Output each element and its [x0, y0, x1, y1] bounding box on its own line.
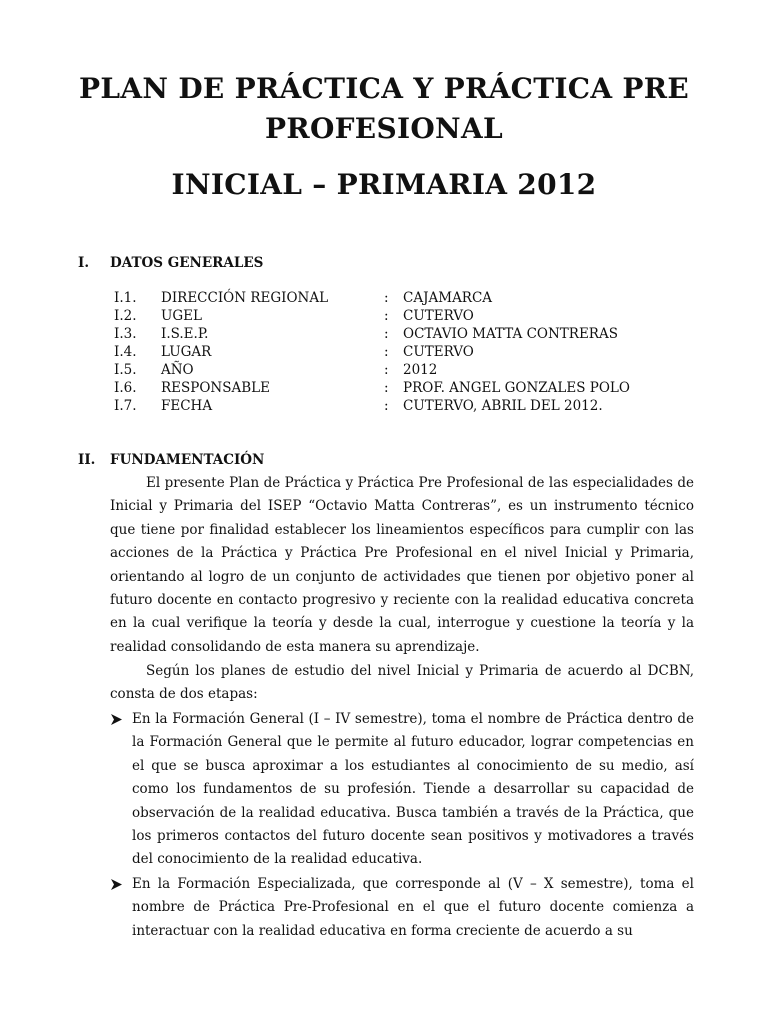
row-value: CUTERVO, ABRIL DEL 2012.: [403, 398, 603, 414]
row-value: CUTERVO: [403, 344, 474, 360]
row-number: I.3.: [114, 326, 137, 342]
bullet-text: En la Formación Especializada, que corresponde al (V – X semestre), toma el nombre de Práctica Pre-Profesional en el que el futuro docente comienza a interactuar con la realidad educativa en forma creciente de acuerdo a su: [132, 876, 694, 939]
row-label: I.S.E.P.: [161, 326, 209, 342]
general-data-row: [0, 290, 768, 308]
section-2-heading: FUNDAMENTACIÓN: [110, 452, 265, 468]
list-item: [110, 873, 694, 943]
row-colon: :: [384, 308, 389, 324]
row-number: I.4.: [114, 344, 137, 360]
section-1-heading: DATOS GENERALES: [110, 255, 264, 271]
row-value: CUTERVO: [403, 308, 474, 324]
list-item: [110, 708, 694, 872]
row-number: I.2.: [114, 308, 137, 324]
bullet-text: En la Formación General (I – IV semestre), toma el nombre de Práctica dentro de la Formación General que le permite al futuro educador, lograr competencias en el que se busca aproximar a los estudiantes al conocimiento de su medio, así como los fundamentos de su profesión. Tiende a desarrollar su capacidad de observación de la realidad educativa. Busca también a través de la Práctica, que los primeros contactos del futuro docente sean positivos y motivadores a través del conocimiento de la realidad educativa.: [132, 711, 694, 868]
section-1-number: I.: [78, 255, 90, 271]
row-number: I.6.: [114, 380, 137, 396]
row-colon: :: [384, 344, 389, 360]
arrow-bullet-icon: [110, 708, 124, 731]
fundamentacion-paragraph-1: El presente Plan de Práctica y Práctica Pre Profesional de las especialidades de Inicial y Primaria del ISEP “Octavio Matta Contreras”, es un instrumento técnico que tiene por finalidad establecer los lineamientos específicos para cumplir con las acciones de la Práctica y Práctica Pre Profesional en el nivel Inicial y Primaria, orientando al logro de un conjunto de actividades que tienen por objetivo poner al futuro docente en contacto progresivo y reciente con la realidad educativa concreta en la cual verifique la teoría y desde la cual, interrogue y cuestione la teoría y la realidad consolidando de esta manera su aprendizaje.: [110, 475, 694, 655]
row-number: I.5.: [114, 362, 137, 378]
general-data-row: [0, 398, 768, 416]
row-number: I.1.: [114, 290, 137, 306]
row-colon: :: [384, 398, 389, 414]
row-label: LUGAR: [161, 344, 212, 360]
row-number: I.7.: [114, 398, 137, 414]
fundamentacion-paragraph-2: Según los planes de estudio del nivel Inicial y Primaria de acuerdo al DCBN, consta de dos etapas:: [110, 663, 694, 703]
arrow-bullet-icon: [110, 873, 124, 896]
row-label: FECHA: [161, 398, 213, 414]
general-data-row: [0, 380, 768, 398]
document-title-line-2: PROFESIONAL: [265, 112, 503, 145]
row-colon: :: [384, 362, 389, 378]
row-label: RESPONSABLE: [161, 380, 270, 396]
row-value: CAJAMARCA: [403, 290, 493, 306]
document-subtitle: INICIAL – PRIMARIA 2012: [171, 168, 597, 201]
row-label: DIRECCIÓN REGIONAL: [161, 290, 329, 306]
row-value: PROF. ANGEL GONZALES POLO: [403, 380, 630, 396]
section-2-number: II.: [78, 452, 96, 468]
row-colon: :: [384, 290, 389, 306]
general-data-row: [0, 308, 768, 326]
general-data-row: [0, 362, 768, 380]
document-title-line-1: PLAN DE PRÁCTICA Y PRÁCTICA PRE: [79, 72, 689, 105]
row-value: 2012: [403, 362, 438, 378]
row-colon: :: [384, 326, 389, 342]
general-data-row: [0, 344, 768, 362]
general-data-row: [0, 326, 768, 344]
row-label: AÑO: [161, 362, 194, 378]
row-colon: :: [384, 380, 389, 396]
row-label: UGEL: [161, 308, 202, 324]
row-value: OCTAVIO MATTA CONTRERAS: [403, 326, 618, 342]
